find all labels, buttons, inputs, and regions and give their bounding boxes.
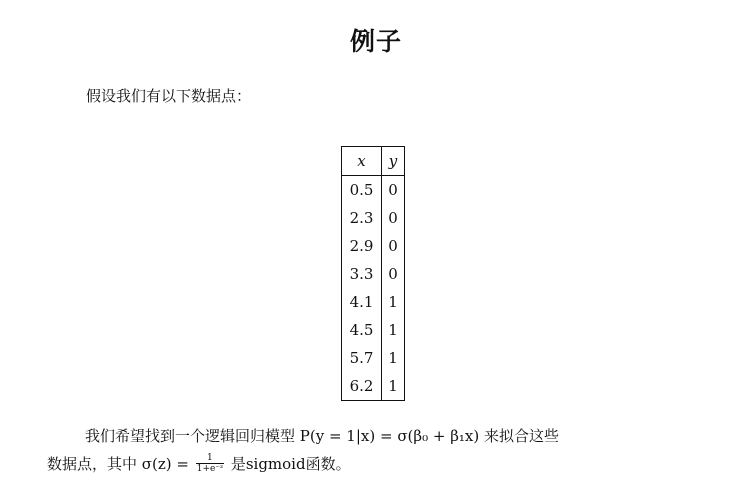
cell-x: 0.5 bbox=[342, 176, 382, 205]
cell-y: 0 bbox=[382, 176, 405, 205]
table-row bbox=[342, 232, 405, 260]
table-row bbox=[342, 344, 405, 372]
cell-x: 4.5 bbox=[342, 316, 382, 344]
cell-x: 5.7 bbox=[342, 344, 382, 372]
line2-text-after: 是sigmoid函数。 bbox=[226, 455, 351, 473]
cell-x: 2.3 bbox=[342, 204, 382, 232]
sigmoid-lhs: σ(z) = bbox=[141, 455, 194, 473]
cell-x: 6.2 bbox=[342, 372, 382, 401]
column-header-y: y bbox=[382, 147, 405, 176]
line2-text-before: 数据点，其中 bbox=[47, 455, 142, 473]
cell-y: 1 bbox=[382, 344, 405, 372]
model-formula: P(y = 1|x) = σ(β₀ + β₁x) bbox=[299, 427, 480, 445]
table-row bbox=[342, 176, 405, 205]
cell-y: 1 bbox=[382, 372, 405, 401]
table-row bbox=[342, 288, 405, 316]
table-row bbox=[342, 316, 405, 344]
cell-x: 2.9 bbox=[342, 232, 382, 260]
line1-text-before: 我们希望找到一个逻辑回归模型 bbox=[85, 427, 300, 445]
model-description-line2 bbox=[47, 451, 727, 478]
column-header-x: x bbox=[342, 147, 382, 176]
sigmoid-numerator: 1 bbox=[196, 453, 224, 464]
table-row bbox=[342, 260, 405, 288]
intro-text: 假设我们有以下数据点： bbox=[86, 87, 252, 105]
cell-x: 4.1 bbox=[342, 288, 382, 316]
cell-x: 3.3 bbox=[342, 260, 382, 288]
page-title: 例子 bbox=[349, 27, 402, 56]
table-row bbox=[342, 204, 405, 232]
cell-y: 0 bbox=[382, 260, 405, 288]
sigmoid-denominator: 1+e⁻ᶻ bbox=[196, 463, 224, 474]
table-header-row bbox=[342, 147, 405, 176]
cell-y: 1 bbox=[382, 316, 405, 344]
line1-text-after: 来拟合这些 bbox=[479, 427, 559, 445]
cell-y: 0 bbox=[382, 232, 405, 260]
cell-y: 1 bbox=[382, 288, 405, 316]
model-description-line1 bbox=[47, 423, 727, 450]
sigmoid-fraction bbox=[196, 453, 224, 474]
data-table bbox=[341, 146, 405, 401]
cell-y: 0 bbox=[382, 204, 405, 232]
table-row bbox=[342, 372, 405, 401]
